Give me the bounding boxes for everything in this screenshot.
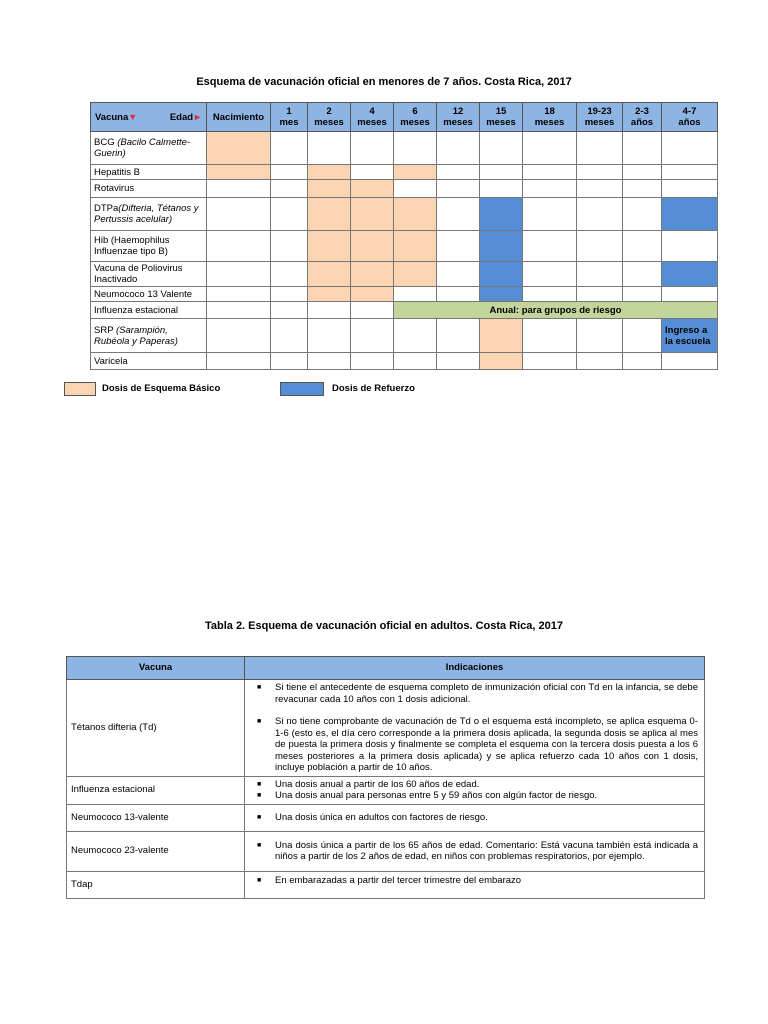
- adult-indications-neumococo-23: [245, 831, 705, 871]
- vaccine-name-rotavirus: Rotavirus: [91, 180, 207, 198]
- vaccine-name-neumococo-13: Neumococo 13 Valente: [91, 287, 207, 302]
- vaccine-header-label: Vacuna: [95, 111, 129, 123]
- dose-cell-basic: [394, 198, 437, 231]
- vaccine-age-header: [91, 103, 207, 132]
- adult-vaccine-tdap: Tdap: [67, 871, 245, 898]
- dose-cell-booster: [480, 231, 523, 262]
- age-header-2-3-anos: 2-3 años: [623, 103, 662, 132]
- dose-cell-basic: [308, 287, 351, 302]
- dose-cell-booster: [662, 198, 718, 231]
- dose-cell-basic: [351, 231, 394, 262]
- infant-vaccination-schedule-table: [90, 102, 718, 370]
- dose-cell-basic: [308, 231, 351, 262]
- vaccine-name-hib: Hib (Haemophilus Influenzae tipo B): [91, 231, 207, 262]
- table-row: [67, 680, 705, 777]
- bullet-icon: ■: [257, 813, 262, 821]
- bullet-icon: ■: [257, 792, 262, 799]
- bullet-icon: ■: [257, 780, 262, 788]
- bullet-icon: ■: [257, 684, 262, 691]
- dose-cell-basic: [394, 231, 437, 262]
- bullet-icon: ■: [257, 718, 262, 725]
- list-item: ■ Una dosis única a partir de los 65 años de edad. Comentario: Está vacuna también está indicada a niños a partir de los 2 años de edad, en niños con problemas respiratorios, por ejemplo.: [251, 840, 698, 863]
- vaccine-name-poliovirus: Vacuna de Poliovirus Inactivado: [91, 262, 207, 287]
- list-item: ■ Si no tiene comprobante de vacunación de Td o el esquema está incompleto, se aplica esquema 0-1-6 (esto es, el día cero corresponde a la primera dosis aplicada, la segunda dosis se aplica al mes de puesta la primera dosis y finalmente se completa el esquema con la tercera dosis puesta a los 6 meses posteriores a la primera dosis aplicada) y se aplica refuerzo cada 10 años con 1 dosis, incluye población a partir de 10 años.: [251, 716, 698, 774]
- legend-label-basic: Dosis de Esquema Básico: [102, 383, 221, 394]
- table-row: [67, 804, 705, 831]
- list-item: ■ Si tiene el antecedente de esquema completo de inmunización oficial con Td en la infancia, se debe revacunar cada 10 años con 1 dosis adicional.: [251, 682, 698, 705]
- vaccine-name-bcg: BCG (Bacilo Calmette-Guerin): [91, 132, 207, 165]
- age-header-nacimiento: Nacimiento: [207, 103, 271, 132]
- adult-indications-td: [245, 680, 705, 777]
- table-row: [91, 262, 718, 287]
- table-row: [91, 180, 718, 198]
- annual-risk-group-band: Anual: para grupos de riesgo: [394, 302, 718, 319]
- dose-cell-basic: [308, 198, 351, 231]
- table-row: [91, 353, 718, 370]
- dose-cell-booster: [662, 262, 718, 287]
- table2-title: Tabla 2. Esquema de vacunación oficial en adultos. Costa Rica, 2017: [204, 620, 564, 632]
- adult-header-row: [67, 657, 705, 680]
- dose-cell-basic: [308, 165, 351, 180]
- adult-indications-tdap: [245, 871, 705, 898]
- dose-cell-basic: [351, 180, 394, 198]
- dose-cell-basic: [308, 262, 351, 287]
- arrow-down-icon: ▼: [128, 111, 138, 122]
- dose-cell-basic: [351, 198, 394, 231]
- dose-cell-basic: [394, 165, 437, 180]
- table-row: [91, 198, 718, 231]
- dose-cell-basic: [207, 132, 271, 165]
- dose-cell-basic: [351, 287, 394, 302]
- table-row: [91, 132, 718, 165]
- age-header-4-meses: 4 meses: [351, 103, 394, 132]
- adult-header-indicaciones: Indicaciones: [245, 657, 705, 680]
- dose-cell-basic: [480, 319, 523, 353]
- age-header-2-meses: 2 meses: [308, 103, 351, 132]
- table-row: [91, 287, 718, 302]
- school-entry-cell: Ingreso a la escuela: [662, 319, 718, 353]
- age-header-15-meses: 15 meses: [480, 103, 523, 132]
- dose-cell-basic: [207, 165, 271, 180]
- bullet-icon: ■: [257, 876, 262, 884]
- list-item: ■ Una dosis anual a partir de los 60 años de edad.: [251, 779, 698, 791]
- age-header-4-7-anos: 4-7 años: [662, 103, 718, 132]
- adult-header-vacuna: Vacuna: [67, 657, 245, 680]
- vaccine-name-influenza: Influenza estacional: [91, 302, 207, 319]
- list-item: ■ En embarazadas a partir del tercer trimestre del embarazo: [251, 875, 698, 887]
- dose-cell-booster: [480, 262, 523, 287]
- legend-swatch-basic: [64, 382, 96, 396]
- adult-vaccine-neumococo-23: Neumococo 23-valente: [67, 831, 245, 871]
- dose-cell-basic: [394, 262, 437, 287]
- list-item: ■ Una dosis anual para personas entre 5 y 59 años con algún factor de riesgo.: [251, 790, 698, 802]
- age-header-12-meses: 12 meses: [437, 103, 480, 132]
- adult-vaccine-td: Tétanos difteria (Td): [67, 680, 245, 777]
- bullet-icon: ■: [257, 841, 262, 849]
- dose-cell-basic: [480, 353, 523, 370]
- table-row: [67, 831, 705, 871]
- legend-swatch-booster: [280, 382, 324, 396]
- vaccine-name-dtpa: DTPa(Difteria, Tétanos y Pertussis acelular): [91, 198, 207, 231]
- list-item: ■ Una dosis única en adultos con factores de riesgo.: [251, 812, 698, 824]
- adult-indications-influenza: [245, 776, 705, 804]
- age-header-18-meses: 18 meses: [523, 103, 577, 132]
- table-row: [67, 776, 705, 804]
- table-row: [91, 165, 718, 180]
- adult-vaccine-influenza: Influenza estacional: [67, 776, 245, 804]
- vaccine-name-varicela: Varicela: [91, 353, 207, 370]
- schedule-header-row: [91, 103, 718, 132]
- vaccine-name-srp: SRP (Sarampión, Rubéola y Paperas): [91, 319, 207, 353]
- adult-vaccination-table: [66, 656, 705, 899]
- vaccine-name-hepatitis-b: Hepatitis B: [91, 165, 207, 180]
- age-header-19-23-meses: 19-23 meses: [577, 103, 623, 132]
- table-row: [67, 871, 705, 898]
- age-header-6-meses: 6 meses: [394, 103, 437, 132]
- table-row: [91, 302, 718, 319]
- arrow-right-icon: ►: [193, 111, 202, 122]
- dose-cell-booster: [480, 198, 523, 231]
- dose-cell-basic: [351, 262, 394, 287]
- dose-cell-basic: [308, 180, 351, 198]
- legend-label-booster: Dosis de Refuerzo: [332, 383, 415, 394]
- table1-title: Esquema de vacunación oficial en menores de 7 años. Costa Rica, 2017: [196, 76, 572, 88]
- table-row: [91, 319, 718, 353]
- table-row: [91, 231, 718, 262]
- age-header-1-mes: 1 mes: [271, 103, 308, 132]
- adult-vaccine-neumococo-13: Neumococo 13-valente: [67, 804, 245, 831]
- age-header-label: Edad: [169, 111, 194, 123]
- dose-cell-booster: [480, 287, 523, 302]
- adult-indications-neumococo-13: [245, 804, 705, 831]
